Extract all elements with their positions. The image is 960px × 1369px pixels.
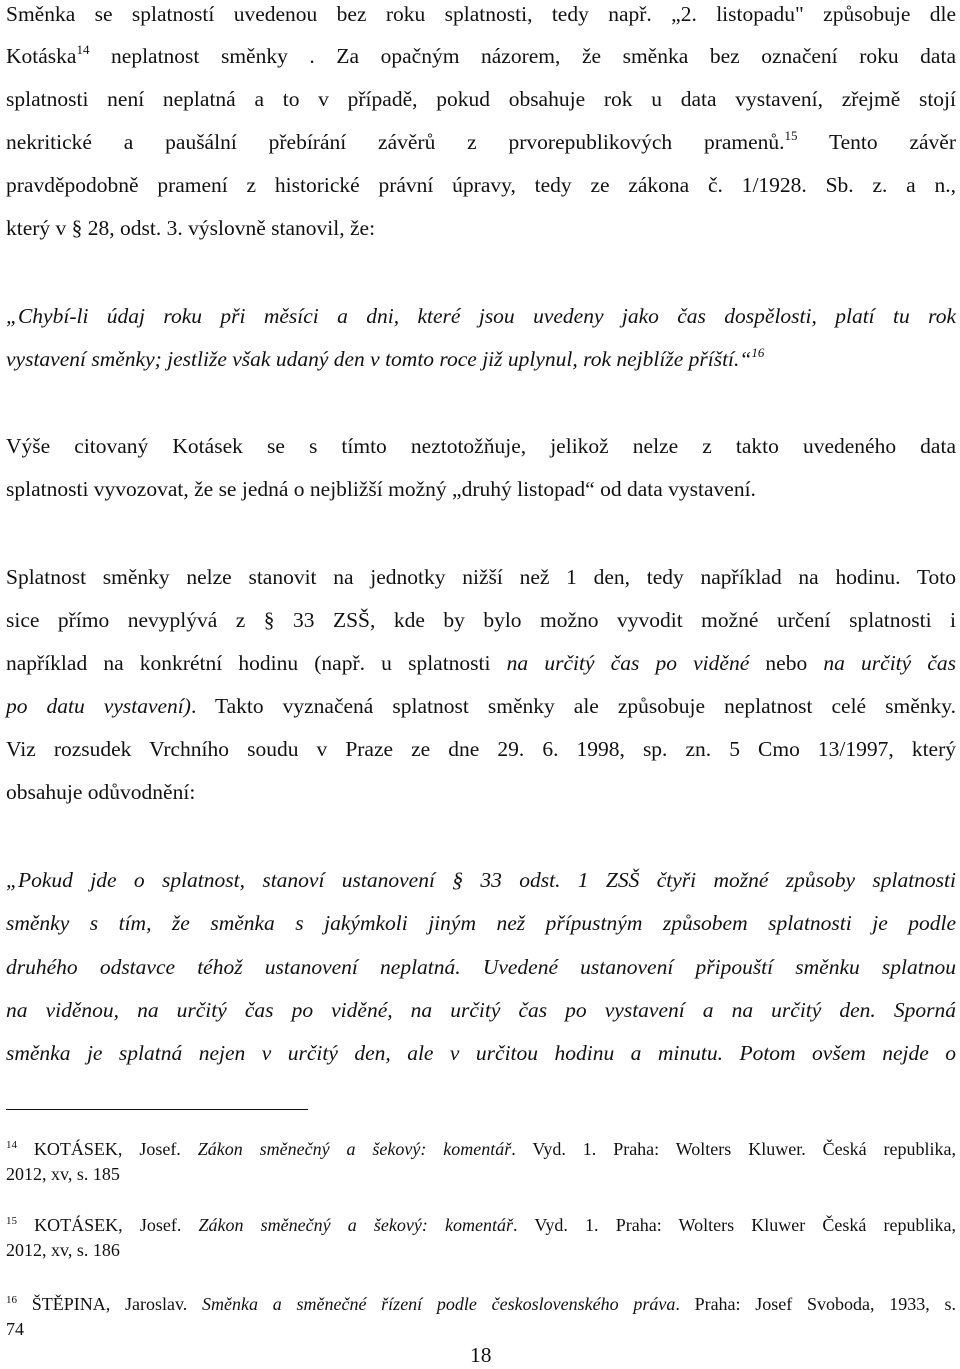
quote-line: „Chybí-li údaj roku při měsíci a dni, které jsou uvedeny jako čas dospělosti, platí tu rok [6,304,956,328]
footnote-ref: 14 [76,42,90,57]
body-text-line: například na konkrétní hodinu (např. u splatnosti na určitý čas po viděné nebo na určitý čas [6,651,957,675]
footnote-line: 2012, xv, s. 185 [6,1164,120,1184]
footnote-line: $^{14}$ KOTÁSEK, Josef. Zákon směnečný a šekový: komentář. Vyd. 1. Praha: Wolters Kluwer. Česká republika, [6,1139,956,1159]
body-text-line: nekritické a paušální přebírání závěrů z prvorepublikových pramenů.$^{15}$ Tento závěr [6,128,956,154]
body-text-line: pravděpodobně pramení z historické právní úpravy, tedy ze zákona č. 1/1928. Sb. z. a n., [6,173,956,197]
body-text-line: který v § 28, odst. 3. výslovně stanovil, že: [6,216,376,240]
footnote-line: 2012, xv, s. 186 [6,1240,120,1260]
body-text-line: sice přímo nevyplývá z § 33 ZSŠ, kde by bylo možno vyvodit možné určení splatnosti i [6,608,956,632]
body-text-line: splatnosti vyvozovat, že se jedná o nejbližší možný „druhý listopad“ od data vystavení. [6,477,756,501]
body-text-line: Splatnost směnky nelze stanovit na jednotky nižší než 1 den, tedy například na hodinu. Toto [6,565,956,589]
body-text-line: Kotáska$^{14}$ neplatnost směnky . Za opačným názorem, že směnka bez označení roku data [6,42,956,68]
body-text-line: Směnka se splatností uvedenou bez roku splatnosti, tedy např. „2. listopadu" způsobuje dle [6,2,956,26]
footnote-line: $^{15}$ KOTÁSEK, Josef. Zákon směnečný a šekový: komentář. Vyd. 1. Praha: Wolters Kluwer Česká republika, [6,1215,957,1235]
footnote-number: 16 [6,1294,17,1306]
body-text-line: po datu vystavení). Takto vyznačená splatnost směnky ale způsobuje neplatnost celé směnky. [6,694,956,718]
footnote-ref: 16 [751,345,765,360]
body-text-line: Výše citovaný Kotásek se s tímto neztotožňuje, jelikož nelze z takto uvedeného data [6,434,956,458]
footnote-separator [6,1109,308,1110]
footnote-number: 14 [6,1139,17,1151]
quote-line: druhého odstavce téhož ustanovení neplatná. Uvedené ustanovení připouští směnku splatnou [6,955,956,979]
quote-line: směnka je splatná nejen v určitý den, ale v určitou hodinu a minutu. Potom ovšem nejde o [6,1041,956,1065]
body-text-line: obsahuje odůvodnění: [6,780,196,804]
body-text-line: Viz rozsudek Vrchního soudu v Praze ze dne 29. 6. 1998, sp. zn. 5 Cmo 13/1997, který [6,737,956,761]
page-number: 18 [470,1343,492,1367]
footnote-ref: 15 [784,128,798,143]
quote-line: na viděnou, na určitý čas po viděné, na určitý čas po vystavení a na určitý den. Sporná [6,998,956,1022]
footnote-line: $^{16}$ ŠTĚPINA, Jaroslav. Směnka a směnečné řízení podle československého práva. Praha: Josef Svoboda, 1933, s. [6,1294,956,1314]
body-text-line: splatnosti není neplatná a to v případě, pokud obsahuje rok u data vystavení, zřejmě stojí [6,87,956,111]
footnote-line: 74 [6,1319,24,1339]
quote-line: vystavení směnky; jestliže však udaný den v tomto roce již uplynul, rok nejblíže příští.“$^{16}$ [6,345,765,371]
footnote-number: 15 [6,1215,17,1227]
quote-line: „Pokud jde o splatnost, stanoví ustanovení § 33 odst. 1 ZSŠ čtyři možné způsoby splatnosti [6,868,956,892]
quote-line: směnky s tím, že směnka s jakýmkoli jiným než přípustným způsobem splatnosti je podle [6,911,956,935]
